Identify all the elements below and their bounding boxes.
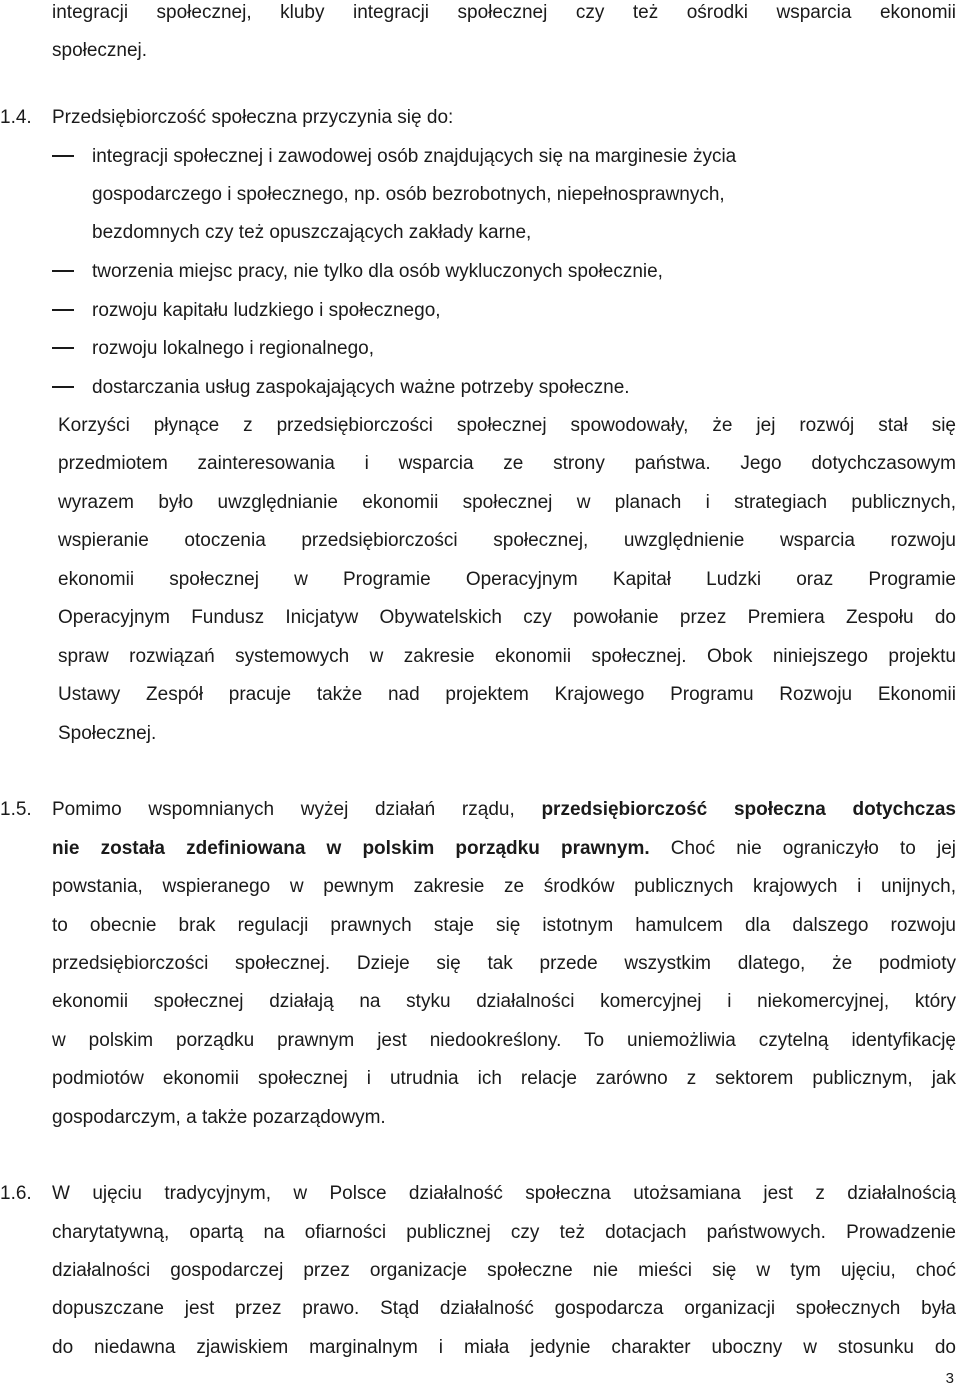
paragraph-line: gospodarczym, a także pozarządowym.: [52, 1107, 386, 1128]
text-run: Choć nie ograniczyło to jej: [649, 838, 956, 859]
paragraph-line: przedsiębiorczości społecznej. Dzieje się tak przede wszystkim dlatego, że podmioty: [52, 953, 956, 974]
section-number: 1.5.: [0, 799, 32, 820]
paragraph-line: społecznej.: [52, 40, 148, 61]
paragraph-line: wspieranie otoczenia przedsiębiorczości społecznej, uwzględnienie wsparcia rozwoju: [58, 530, 956, 551]
dash-bullet-icon: [52, 270, 74, 271]
dash-bullet-icon: [52, 309, 74, 310]
text-run: Pomimo wspomnianych wyżej działań rządu,: [52, 799, 542, 820]
list-item-text: integracji społecznej i zawodowej osób znajdujących się na marginesie życia: [92, 146, 737, 167]
paragraph-line: powstania, wspieranego w pewnym zakresie ze środków publicznych krajowych i unijnych,: [52, 876, 956, 897]
bold-text-run: nie została zdefiniowana w polskim porządku prawnym.: [52, 838, 650, 859]
paragraph-line: Społecznej.: [58, 723, 157, 744]
paragraph-line: działalności gospodarczej przez organizacje społeczne nie mieści się w tym ujęciu, choć: [52, 1260, 956, 1281]
dash-bullet-icon: [52, 155, 74, 156]
paragraph-line: podmiotów ekonomii społecznej i utrudnia ich relacje zarówno z sektorem publicznym, jak: [52, 1068, 956, 1089]
paragraph-line: Korzyści płynące z przedsiębiorczości społecznej spowodowały, że jej rozwój stał się: [58, 415, 956, 436]
paragraph-line: [52, 798, 956, 822]
section-number: 1.4.: [0, 107, 32, 128]
list-item-text: rozwoju kapitału ludzkiego i społecznego,: [92, 300, 441, 321]
paragraph-line: to obecnie brak regulacji prawnych staje się istotnym hamulcem dla dalszego rozwoju: [52, 915, 956, 936]
list-item-continuation: bezdomnych czy też opuszczających zakłady karne,: [92, 222, 532, 243]
paragraph-line: wyrazem było uwzględnianie ekonomii społecznej w planach i strategiach publicznych,: [58, 492, 956, 513]
paragraph-line: Operacyjnym Fundusz Inicjatyw Obywatelskich czy powołanie przez Premiera Zespołu do: [58, 607, 956, 628]
section-intro: Przedsiębiorczość społeczna przyczynia się do:: [52, 107, 454, 128]
list-item-text: rozwoju lokalnego i regionalnego,: [92, 338, 375, 359]
paragraph-line: dopuszczane jest przez prawo. Stąd działalność gospodarcza organizacji społecznych była: [52, 1298, 956, 1319]
list-item-text: dostarczania usług zaspokajających ważne potrzeby społeczne.: [92, 377, 630, 398]
paragraph-line: W ujęciu tradycyjnym, w Polsce działalność społeczna utożsamiana jest z działalnością: [52, 1183, 956, 1204]
list-item: [52, 376, 956, 400]
bold-text-run: przedsiębiorczość społeczna dotychczas: [541, 799, 956, 820]
dash-bullet-icon: [52, 347, 74, 348]
paragraph-line: spraw rozwiązań systemowych w zakresie ekonomii społecznej. Obok niniejszego projektu: [58, 646, 956, 667]
paragraph-line: ekonomii społecznej w Programie Operacyjnym Kapitał Ludzki oraz Programie: [58, 569, 956, 590]
paragraph-line: Ustawy Zespół pracuje także nad projektem Krajowego Programu Rozwoju Ekonomii: [58, 684, 956, 705]
section-number: 1.6.: [0, 1183, 32, 1204]
paragraph-line: w polskim porządku prawnym jest niedookreślony. To uniemożliwia czytelną identyfikację: [52, 1030, 956, 1051]
paragraph-line: przedmiotem zainteresowania i wsparcia ze strony państwa. Jego dotychczasowym: [58, 453, 956, 474]
list-item-continuation: gospodarczego i społecznego, np. osób bezrobotnych, niepełnosprawnych,: [92, 184, 725, 205]
list-item: [52, 145, 956, 169]
paragraph-line: charytatywną, opartą na ofiarności publicznej czy też dotacjach państwowych. Prowadzenie: [52, 1222, 956, 1243]
paragraph-line: [52, 837, 956, 861]
list-item: [52, 260, 956, 284]
paragraph-line: ekonomii społecznej działają na styku działalności komercyjnej i niekomercyjnej, który: [52, 991, 956, 1012]
page-number: 3: [945, 1370, 954, 1387]
paragraph-line: do niedawna zjawiskiem marginalnym i miała jedynie charakter uboczny w stosunku do: [52, 1337, 956, 1358]
list-item: [52, 337, 956, 361]
paragraph-line: integracji społecznej, kluby integracji społecznej czy też ośrodki wsparcia ekonomii: [52, 2, 956, 23]
dash-bullet-icon: [52, 386, 74, 387]
list-item-text: tworzenia miejsc pracy, nie tylko dla osób wykluczonych społecznie,: [92, 261, 663, 282]
list-item: [52, 299, 956, 323]
